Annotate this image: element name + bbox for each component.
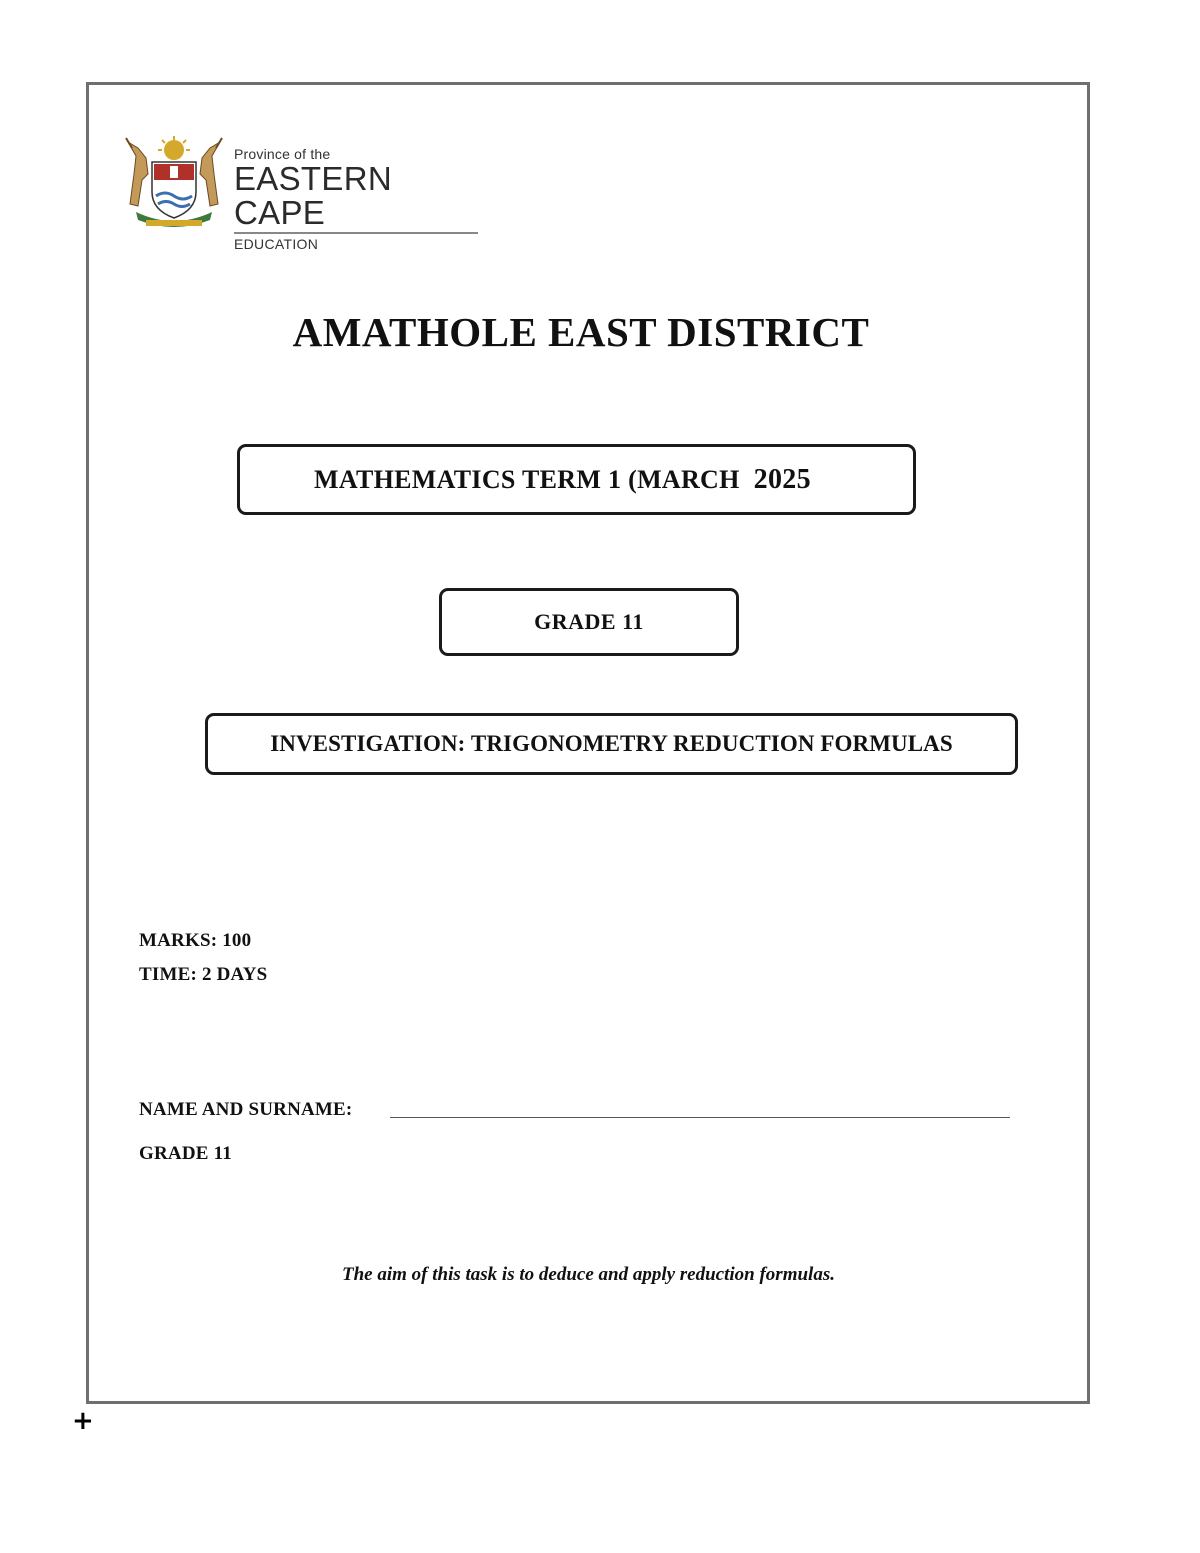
logo-province-text: Province of the (234, 146, 331, 162)
topic-box (205, 713, 1018, 775)
name-input-line[interactable] (390, 1117, 1010, 1118)
marks-text: MARKS: 100 (139, 930, 252, 951)
logo-eastern-cape-text: EASTERN CAPE (234, 162, 478, 234)
coat-of-arms-icon (118, 134, 230, 230)
time-text: TIME: 2 DAYS (139, 964, 268, 985)
aim-statement: The aim of this task is to deduce and apply reduction formulas. (342, 1264, 835, 1285)
department-logo (118, 134, 478, 252)
name-label: NAME AND SURNAME: (139, 1099, 353, 1120)
logo-education-text: EDUCATION (234, 236, 319, 252)
subject-year: 2025 (753, 463, 811, 495)
logo-wordmark (234, 146, 478, 254)
topic-label: INVESTIGATION: TRIGONOMETRY REDUCTION FORMULAS (270, 731, 953, 756)
district-title: AMATHOLE EAST DISTRICT (292, 309, 870, 355)
grade-box-label: GRADE 11 (534, 609, 644, 634)
subject-label: MATHEMATICS TERM 1 (MARCH (314, 464, 740, 494)
grade-box (439, 588, 739, 656)
subject-box (237, 444, 916, 515)
grade-line-text: GRADE 11 (139, 1143, 232, 1164)
plus-sign: + (72, 1406, 94, 1436)
